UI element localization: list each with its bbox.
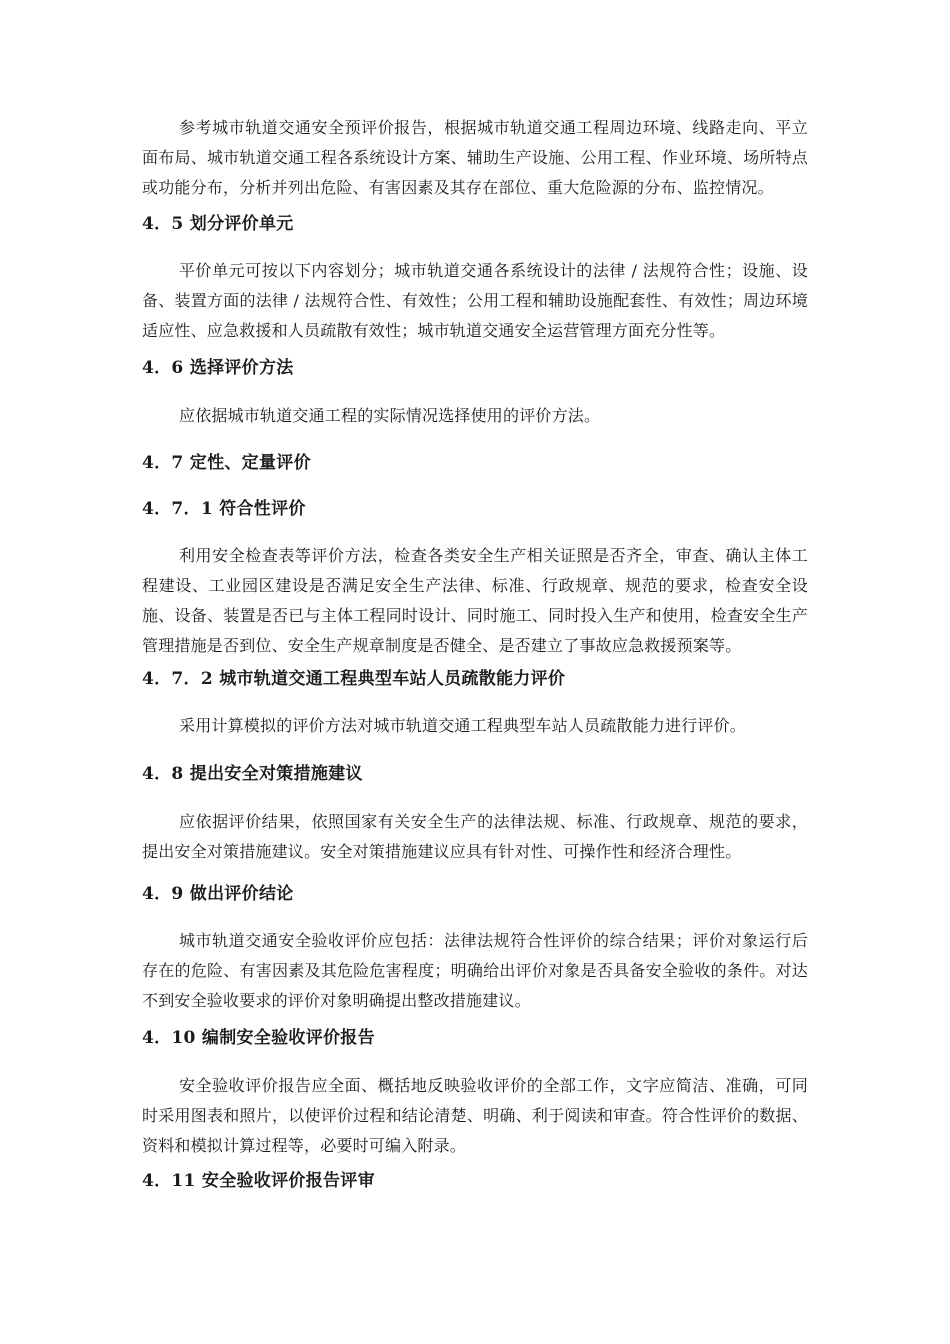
- paragraph-evaluation-method: 应依据城市轨道交通工程的实际情况选择使用的评价方法。: [179, 406, 601, 425]
- paragraph-evaluation-conclusion: 城市轨道交通安全验收评价应包括：法律法规符合性评价的综合结果；评价对象运行后存在的危险、有害因素及其危险危害程度；明确给出评价对象是否具备安全验收的条件。对达不到安全验收要求的评价对象明确提出整改措施建议。: [142, 931, 808, 1010]
- paragraph-report-compilation: 安全验收评价报告应全面、概括地反映验收评价的全部工作，文字应简洁、准确，可同时采用图表和照片，以使评价过程和结论清楚、明确、利于阅读和审查。符合性评价的数据、资料和模拟计算过程等，必要时可编入附录。: [142, 1076, 808, 1155]
- heading-4-7: 4．7 定性、定量评价: [142, 453, 311, 473]
- paragraph-evacuation-capacity: 采用计算模拟的评价方法对城市轨道交通工程典型车站人员疏散能力进行评价。: [179, 716, 747, 735]
- paragraph-evaluation-units: 平价单元可按以下内容划分；城市轨道交通各系统设计的法律 / 法规符合性；设施、设备、装置方面的法律 / 法规符合性、有效性；公用工程和辅助设施配套性、有效性；周边环境适应性、应急救援和人员疏散有效性；城市轨道交通安全运营管理方面充分性等。: [142, 261, 808, 340]
- heading-4-11: 4．11 安全验收评价报告评审: [142, 1171, 375, 1191]
- heading-4-6: 4．6 选择评价方法: [142, 358, 294, 378]
- heading-4-7-2: 4．7．2 城市轨道交通工程典型车站人员疏散能力评价: [142, 669, 566, 689]
- heading-4-7-1: 4．7．1 符合性评价: [142, 499, 306, 519]
- heading-4-8: 4．8 提出安全对策措施建议: [142, 764, 363, 784]
- heading-4-5: 4．5 划分评价单元: [142, 214, 294, 234]
- paragraph-compliance-evaluation: 利用安全检查表等评价方法，检查各类安全生产相关证照是否齐全，审查、确认主体工程建设、工业园区建设是否满足安全生产法律、标准、行政规章、规范的要求，检查安全设施、设备、装置是否已与主体工程同时设计、同时施工、同时投入生产和使用，检查安全生产管理措施是否到位、安全生产规章制度是否健全、是否建立了事故应急救援预案等。: [142, 546, 808, 655]
- heading-4-9: 4．9 做出评价结论: [142, 884, 294, 904]
- paragraph-hazard-analysis: 参考城市轨道交通安全预评价报告，根据城市轨道交通工程周边环境、线路走向、平立面布局、城市轨道交通工程各系统设计方案、辅助生产设施、公用工程、作业环境、场所特点或功能分布，分析并列出危险、有害因素及其存在部位、重大危险源的分布、监控情况。: [142, 118, 808, 197]
- paragraph-safety-measures: 应依据评价结果，依照国家有关安全生产的法律法规、标准、行政规章、规范的要求，提出安全对策措施建议。安全对策措施建议应具有针对性、可操作性和经济合理性。: [142, 812, 808, 861]
- heading-4-10: 4．10 编制安全验收评价报告: [142, 1028, 375, 1048]
